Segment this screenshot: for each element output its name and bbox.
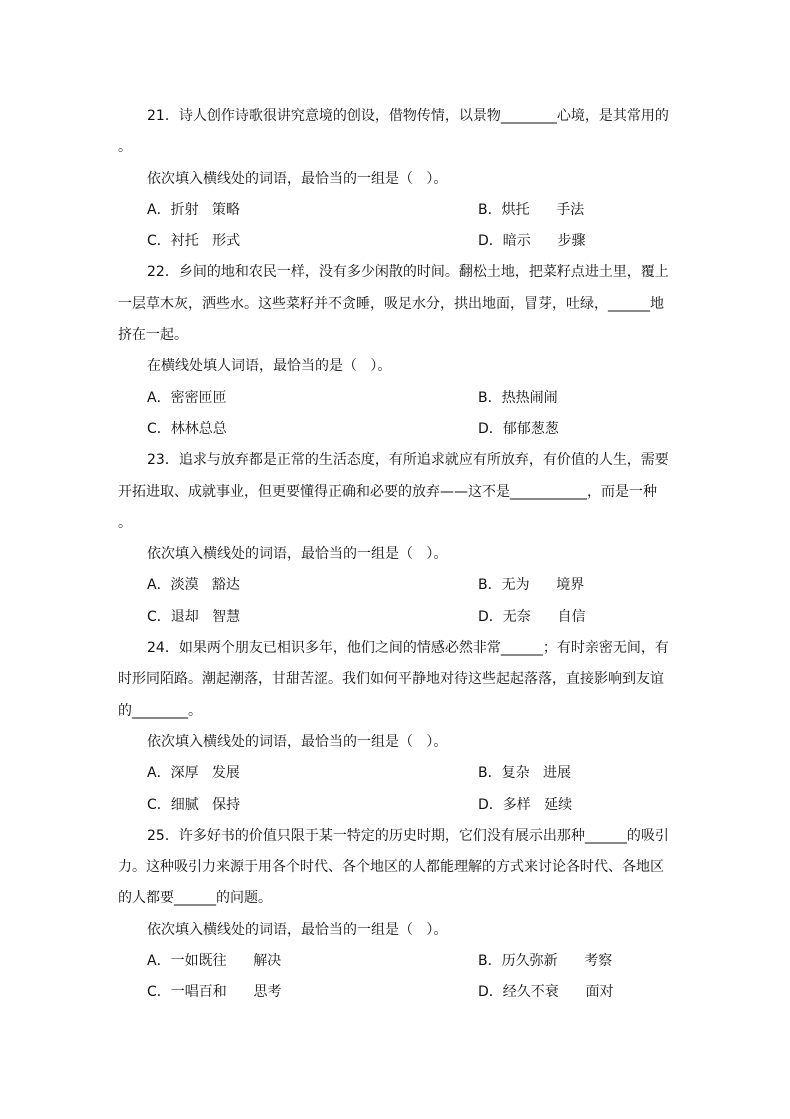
option-b: B．烘托 手法	[478, 201, 585, 218]
question-prompt: 依次填入横线处的词语，最恰当的一组是（ ）。	[147, 170, 448, 187]
option-row	[118, 195, 673, 226]
option-row	[118, 383, 673, 414]
question-stem: 开拓进取、成就事业，但更要懂得正确和必要的放弃——这不是___________，而是一种	[118, 483, 657, 500]
option-d: D．多样 延续	[478, 796, 573, 813]
option-a: A．淡漠 豁达	[147, 577, 240, 594]
question-prompt: 依次填入横线处的词语，最恰当的一组是（ ）。	[147, 921, 448, 938]
question-stem: 力。这种吸引力来源于用各个时代、各个地区的人都能理解的方式来讨论各时代、各地区	[118, 859, 664, 876]
option-b: B．热热闹闹	[478, 389, 558, 406]
option-b: B．历久弥新 考察	[478, 953, 613, 970]
question-stem: 一层草木灰，洒些水。这些菜籽并不贪睡，吸足水分，拱出地面，冒芽，吐绿，______地	[118, 295, 664, 312]
question-21	[118, 101, 673, 257]
option-c: C．细腻 保持	[147, 796, 241, 813]
question-23	[118, 445, 673, 633]
option-row	[118, 414, 673, 445]
option-d: D．经久不衰 面对	[478, 984, 614, 1001]
question-25	[118, 821, 673, 1009]
question-prompt: 依次填入横线处的词语，最恰当的一组是（ ）。	[147, 546, 448, 563]
option-c: C．衬托 形式	[147, 233, 241, 250]
option-row	[118, 758, 673, 789]
option-row	[118, 226, 673, 257]
question-stem: 23．追求与放弃都是正常的生活态度，有所追求就应有所放弃，有价值的人生，需要	[147, 452, 669, 469]
question-prompt: 在横线处填人词语，最恰当的是（ ）。	[147, 358, 392, 375]
option-d: D．无奈 自信	[478, 608, 586, 625]
option-row	[118, 602, 673, 633]
option-d: D．暗示 步骤	[478, 233, 586, 250]
question-stem: 。	[118, 139, 132, 156]
option-a: A．密密匝匝	[147, 389, 227, 406]
question-list	[118, 101, 673, 1009]
option-row	[118, 570, 673, 601]
option-b: B．复杂 进展	[478, 765, 571, 782]
question-stem: 的人都要______的问题。	[118, 890, 272, 907]
option-row	[118, 977, 673, 1008]
question-stem: 的________。	[118, 702, 202, 719]
question-stem: 21．诗人创作诗歌很讲究意境的创设，借物传情，以景物________心境，是其常用的	[147, 108, 669, 124]
option-c: C．林林总总	[147, 420, 227, 437]
option-d: D．郁郁葱葱	[478, 420, 559, 437]
question-stem: 。	[118, 514, 132, 531]
option-a: A．深厚 发展	[147, 765, 240, 782]
question-stem: 时形同陌路。潮起潮落，甘甜苦涩。我们如何平静地对待这些起起落落，直接影响到友谊	[118, 671, 664, 688]
option-a: A．折射 策略	[147, 201, 240, 218]
question-24	[118, 633, 673, 821]
option-c: C．退却 智慧	[147, 608, 241, 625]
question-22	[118, 257, 673, 445]
question-stem: 挤在一起。	[118, 327, 188, 344]
question-prompt: 依次填入横线处的词语，最恰当的一组是（ ）。	[147, 733, 448, 750]
question-stem: 24．如果两个朋友已相识多年，他们之间的情感必然非常______；有时亲密无间，有	[147, 640, 669, 657]
option-c: C．一唱百和 思考	[147, 984, 282, 1001]
option-row	[118, 790, 673, 821]
question-stem: 25．许多好书的价值只限于某一特定的历史时期，它们没有展示出那种______的吸引	[147, 827, 669, 844]
option-row	[118, 946, 673, 977]
question-stem: 22．乡间的地和农民一样，没有多少闲散的时间。翻松土地，把菜籽点进土里，覆上	[147, 264, 669, 281]
option-a: A．一如既往 解决	[147, 953, 282, 970]
option-b: B．无为 境界	[478, 577, 585, 594]
